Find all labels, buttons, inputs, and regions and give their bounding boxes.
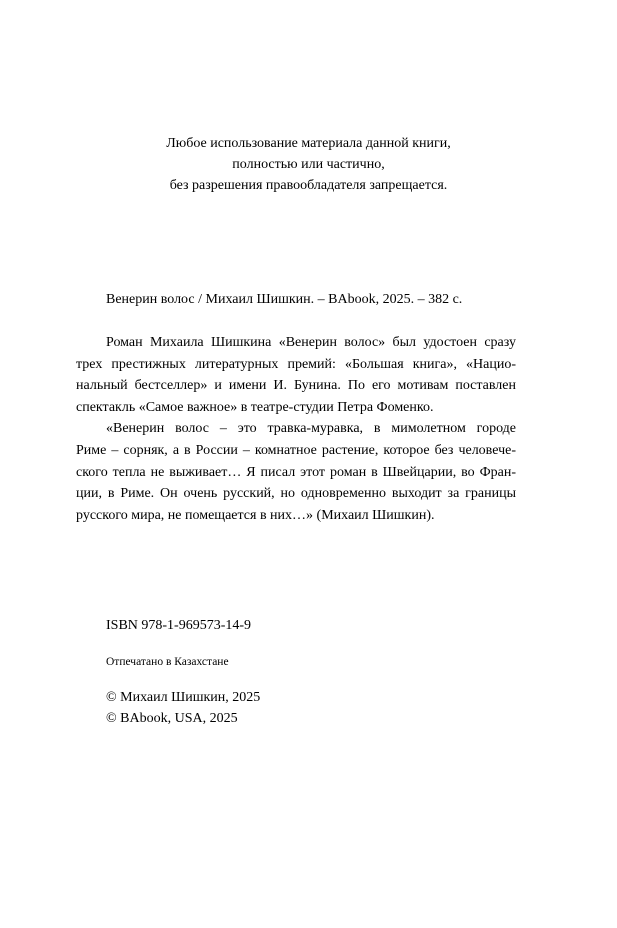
annotation-p1-line-2: трех престижных литературных премий: «Большая книга», «Нацио- [76, 356, 516, 372]
annotation-p2-line-1: «Венерин волос – это травка-муравка, в мимолетном городе [106, 421, 516, 437]
annotation-p1-line-1: Роман Михаила Шишкина «Венерин волос» был удостоен сразу [106, 335, 516, 350]
copyright-lines [106, 687, 260, 729]
copyright-notice [0, 133, 617, 196]
copyright-publisher: © BAbook, USA, 2025 [106, 711, 238, 726]
printed-in: Отпечатано в Казахстане [106, 656, 229, 668]
copyright-author: © Михаил Шишкин, 2025 [106, 690, 261, 705]
annotation-p2-line-2: Риме – сорняк, а в России – комнатное растение, которое без человече- [76, 442, 516, 458]
bibliographic-record: Венерин волос / Михаил Шишкин. – BAbook, 2025. – 382 с. [106, 292, 463, 307]
annotation-p2-line-4: ции, в Риме. Он очень русский, но одновременно выходит за границы [76, 486, 516, 502]
isbn: ISBN 978-1-969573-14-9 [106, 618, 252, 633]
notice-line-1: Любое использование материала данной книги, [166, 136, 451, 151]
notice-line-3: без разрешения правообладателя запрещается. [169, 178, 448, 193]
annotation-p2-line-5: русского мира, не помещается в них…» (Михаил Шишкин). [76, 507, 435, 523]
notice-line-2: полностью или частично, [232, 157, 385, 172]
annotation-p1-line-3: нальный бестселлер» и имени И. Бунина. По его мотивам поставлен [76, 378, 516, 394]
annotation-p2-line-3: ского тепла не выживает… Я писал этот роман в Швейцарии, во Фран- [76, 464, 516, 480]
annotation [76, 332, 516, 526]
annotation-p1-line-4: спектакль «Самое важное» в театре-студии Петра Фоменко. [76, 399, 434, 415]
